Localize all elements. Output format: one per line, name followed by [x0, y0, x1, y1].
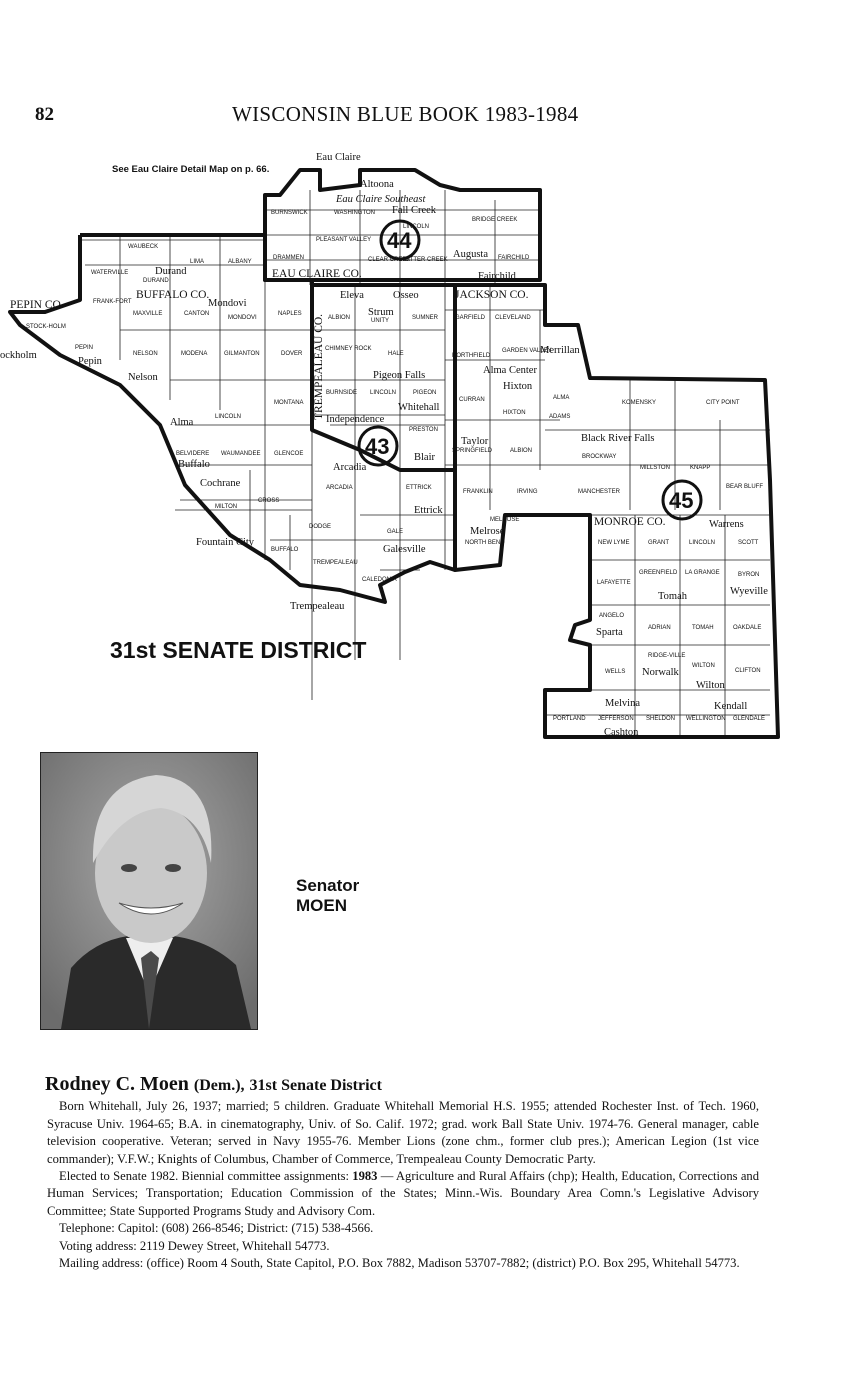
town-label: STOCK-HOLM	[26, 324, 66, 330]
district-43-label: 43	[365, 434, 390, 459]
county-label: TREMPEALEAU CO.	[313, 313, 325, 420]
city-label: Durand	[155, 266, 187, 277]
town-label: BELVIDERE	[176, 451, 210, 457]
senator-portrait	[40, 752, 258, 1030]
city-label: Warrens	[709, 519, 744, 530]
city-label: Tomah	[658, 591, 688, 602]
town-label: UNITY	[371, 318, 389, 324]
town-label: LINCOLN	[215, 414, 242, 420]
town-label: ANGELO	[599, 613, 625, 619]
town-label: GREENFIELD	[639, 570, 678, 576]
page-number: 82	[35, 104, 54, 125]
town-label: GRANT	[648, 540, 669, 546]
town-label: IRVING	[517, 489, 538, 495]
city-label: Nelson	[128, 372, 158, 383]
town-label: GILMANTON	[224, 351, 260, 357]
town-label: KNAPP	[690, 465, 711, 471]
city-label: Cashton	[604, 727, 639, 738]
town-label: HALE	[388, 351, 404, 357]
city-label: Altoona	[360, 179, 394, 190]
town-label: FRANKLIN	[463, 489, 493, 495]
voting-address: Voting address: 2119 Dewey Street, Whitehall 54773.	[59, 1238, 330, 1253]
city-label: Wyeville	[730, 586, 768, 597]
town-label: GARDEN VALLEY	[502, 348, 552, 354]
town-label: JEFFERSON	[598, 716, 634, 722]
town-label: MAXVILLE	[133, 311, 163, 317]
town-label: DOVER	[281, 351, 303, 357]
town-label: LAFAYETTE	[597, 580, 631, 586]
town-label: SHELDON	[646, 716, 676, 722]
town-label: MILTON	[215, 504, 238, 510]
city-label: Alma Center	[483, 365, 537, 376]
town-label: LA GRANGE	[685, 570, 720, 576]
town-label: BEAR BLUFF	[726, 484, 764, 490]
town-label: FRANK-FORT	[93, 299, 132, 305]
town-label: CLEAR CREEK	[368, 257, 411, 263]
town-label: SPRINGFIELD	[452, 448, 493, 454]
town-label: ARCADIA	[326, 485, 353, 491]
town-label: NORTHFIELD	[452, 353, 491, 359]
town-label: LINCOLN	[370, 390, 397, 396]
town-label: NORTH BEND	[465, 540, 505, 546]
town-label: WASHINGTON	[334, 210, 376, 216]
town-label: WILTON	[692, 663, 715, 669]
city-label: Fall Creek	[392, 205, 437, 216]
town-label: WAUBECK	[128, 244, 159, 250]
town-label: CLIFTON	[735, 668, 761, 674]
town-label: PLEASANT VALLEY	[316, 237, 372, 243]
city-label: Cochrane	[200, 478, 241, 489]
city-label: Pigeon Falls	[373, 370, 426, 381]
elected-year: 1983	[352, 1169, 378, 1184]
city-label: Fairchild	[478, 271, 516, 282]
elected-intro: Elected to Senate 1982. Biennial committee assignments:	[59, 1169, 349, 1184]
city-label: Taylor	[461, 436, 489, 447]
city-label: Wilton	[696, 680, 725, 691]
town-label: GARFIELD	[455, 315, 486, 321]
running-head: WISCONSIN BLUE BOOK 1983-1984	[232, 102, 579, 126]
town-label: LINCOLN	[403, 224, 430, 230]
town-label: BURNSWICK	[271, 210, 308, 216]
town-label: CURRAN	[459, 397, 485, 403]
town-label: PRESTON	[409, 427, 438, 433]
city-label: Galesville	[383, 544, 426, 555]
town-label: DODGE	[309, 524, 332, 530]
town-label: BRIDGE CREEK	[472, 217, 518, 223]
city-label: Fountain City	[196, 537, 255, 548]
town-label: DRAMMEN	[273, 255, 304, 261]
town-label: MODENA	[181, 351, 208, 357]
town-label: SCOTT	[738, 540, 759, 546]
city-label: Arcadia	[333, 462, 367, 473]
county-label: MONROE CO.	[594, 516, 666, 528]
city-label: Strum	[368, 307, 394, 318]
city-label: Black River Falls	[581, 433, 655, 444]
town-label: GALE	[387, 529, 404, 535]
town-label: HIXTON	[503, 410, 526, 416]
town-label: PORTLAND	[553, 716, 586, 722]
elected-assignments: — Agriculture and Rural Affairs (chp); Health, Education, Corrections and Human Services; Transportation; Education Commission of the States; Minn.-Wis. Boundary Area Comn.'s Legislative Advisory Committee; State Supported Programs Study and Advisory Com.	[47, 1169, 759, 1218]
town-label: ALMA	[553, 395, 570, 401]
town-label: CITY POINT	[706, 400, 740, 406]
city-label: Buffalo	[178, 459, 210, 470]
town-label: WELLINGTON	[686, 716, 726, 722]
town-label: WATERVILLE	[91, 270, 129, 276]
town-label: CLEVELAND	[495, 315, 531, 321]
county-label: JACKSON CO.	[455, 289, 529, 301]
town-label: GLENCOE	[274, 451, 304, 457]
telephone: Telephone: Capitol: (608) 266-8546; District: (715) 538-4566.	[59, 1221, 374, 1236]
town-label: OAKDALE	[733, 625, 762, 631]
district-44-label: 44	[387, 228, 412, 253]
town-label: ADRIAN	[648, 625, 671, 631]
town-label: KOMENSKY	[622, 400, 657, 406]
caption-title: Senator	[296, 876, 360, 895]
town-label: BURNSIDE	[326, 390, 358, 396]
photo-caption	[296, 876, 359, 916]
county-label: EAU CLAIRE CO.	[272, 268, 362, 280]
city-label: Norwalk	[642, 667, 679, 678]
town-label: SUMNER	[412, 315, 439, 321]
city-label: Eleva	[340, 290, 364, 301]
senator-name: Rodney C. Moen	[45, 1073, 189, 1095]
city-label: ockholm	[0, 350, 37, 361]
city-label: Ettrick	[414, 505, 443, 516]
district-45-label: 45	[669, 488, 694, 513]
city-label: Sparta	[596, 627, 623, 638]
town-label: LIMA	[190, 259, 205, 265]
county-label: BUFFALO CO.	[136, 289, 210, 301]
town-label: CROSS	[258, 498, 280, 504]
caption-surname: MOEN	[296, 896, 347, 915]
town-label: TOMAH	[692, 625, 714, 631]
senator-heading	[45, 1073, 759, 1095]
city-label: Melrose	[470, 526, 505, 537]
town-label: PIGEON	[413, 390, 437, 396]
town-label: NAPLES	[278, 311, 302, 317]
town-label: DURAND	[143, 278, 169, 284]
town-label: FAIRCHILD	[498, 255, 530, 261]
city-label: Eau Claire Southeast	[336, 194, 426, 205]
city-label: Alma	[170, 417, 194, 428]
city-label: Hixton	[503, 381, 533, 392]
town-label: WELLS	[605, 669, 626, 675]
town-label: ETTRICK	[406, 485, 432, 491]
town-label: MONTANA	[274, 400, 304, 406]
town-label: NELSON	[133, 351, 158, 357]
city-label: Kendall	[714, 701, 748, 712]
town-label: CALEDONIA	[362, 577, 397, 583]
town-label: BROCKWAY	[582, 454, 617, 460]
town-label: CHIMNEY ROCK	[325, 346, 372, 352]
town-label: WAUMANDEE	[221, 451, 261, 457]
map-title: 31st SENATE DISTRICT	[110, 637, 367, 663]
town-label: BUFFALO	[271, 547, 299, 553]
portrait-image	[41, 753, 257, 1029]
town-label: ALBION	[510, 448, 533, 454]
city-label: Augusta	[453, 249, 488, 260]
city-label: Whitehall	[398, 402, 440, 413]
county-label: PEPIN CO.	[10, 299, 64, 311]
town-label: MILLSTON	[640, 465, 670, 471]
elected-paragraph	[47, 1168, 759, 1220]
party-affiliation: (Dem.),	[193, 1077, 245, 1094]
city-label: Merrillan	[540, 345, 580, 356]
town-label: NEW LYME	[598, 540, 630, 546]
town-label: CANTON	[184, 311, 210, 317]
town-label: TREMPEALEAU	[313, 560, 358, 566]
town-label: PEPIN	[75, 345, 94, 351]
city-label: Independence	[326, 414, 385, 425]
town-label: OTTER CREEK	[405, 257, 448, 263]
bio-paragraph: Born Whitehall, July 26, 1937; married; 5 children. Graduate Whitehall Memorial H.S. 1955; attended Rochester Inst. of Tech. 1960, Syracuse Univ. 1964-65; B.A. in cinematography, Univ. of So. Calif. 1972; grad. work Ball State Univ. 1974-76. General manager, cable television cooperative. Veteran; served in Navy 1955-76. Member Lions (zone chm., former club pres.); American Legion (1st vice commander); V.F.W.; Knights of Columbus, Chamber of Commerce, Trempealeau County Democratic Party.	[47, 1099, 759, 1166]
town-label: MELROSE	[490, 517, 520, 523]
town-label: RIDGE-VILLE	[648, 653, 686, 659]
city-label: Osseo	[393, 290, 419, 301]
biography	[45, 1073, 759, 1272]
town-label: LINCOLN	[689, 540, 716, 546]
town-label: ALBANY	[228, 259, 252, 265]
town-label: MONDOVI	[228, 315, 257, 321]
town-label: MANCHESTER	[578, 489, 621, 495]
mailing-address: Mailing address: (office) Room 4 South, State Capitol, P.O. Box 7882, Madison 53707-7882; (district) P.O. Box 295, Whitehall 54773.	[59, 1256, 740, 1271]
city-label: Trempealeau	[290, 601, 345, 612]
town-label: GLENDALE	[733, 716, 766, 722]
town-label: BYRON	[738, 572, 760, 578]
city-label: Pepin	[78, 356, 102, 367]
district-name: 31st Senate District	[249, 1077, 382, 1094]
town-label: ALBION	[328, 315, 351, 321]
detail-map-note: See Eau Claire Detail Map on p. 66.	[112, 164, 270, 175]
city-label: Mondovi	[208, 298, 247, 309]
town-label: ADAMS	[549, 414, 571, 420]
city-label: Eau Claire	[316, 152, 361, 163]
city-label: Melvina	[605, 698, 640, 709]
city-label: Blair	[414, 452, 435, 463]
